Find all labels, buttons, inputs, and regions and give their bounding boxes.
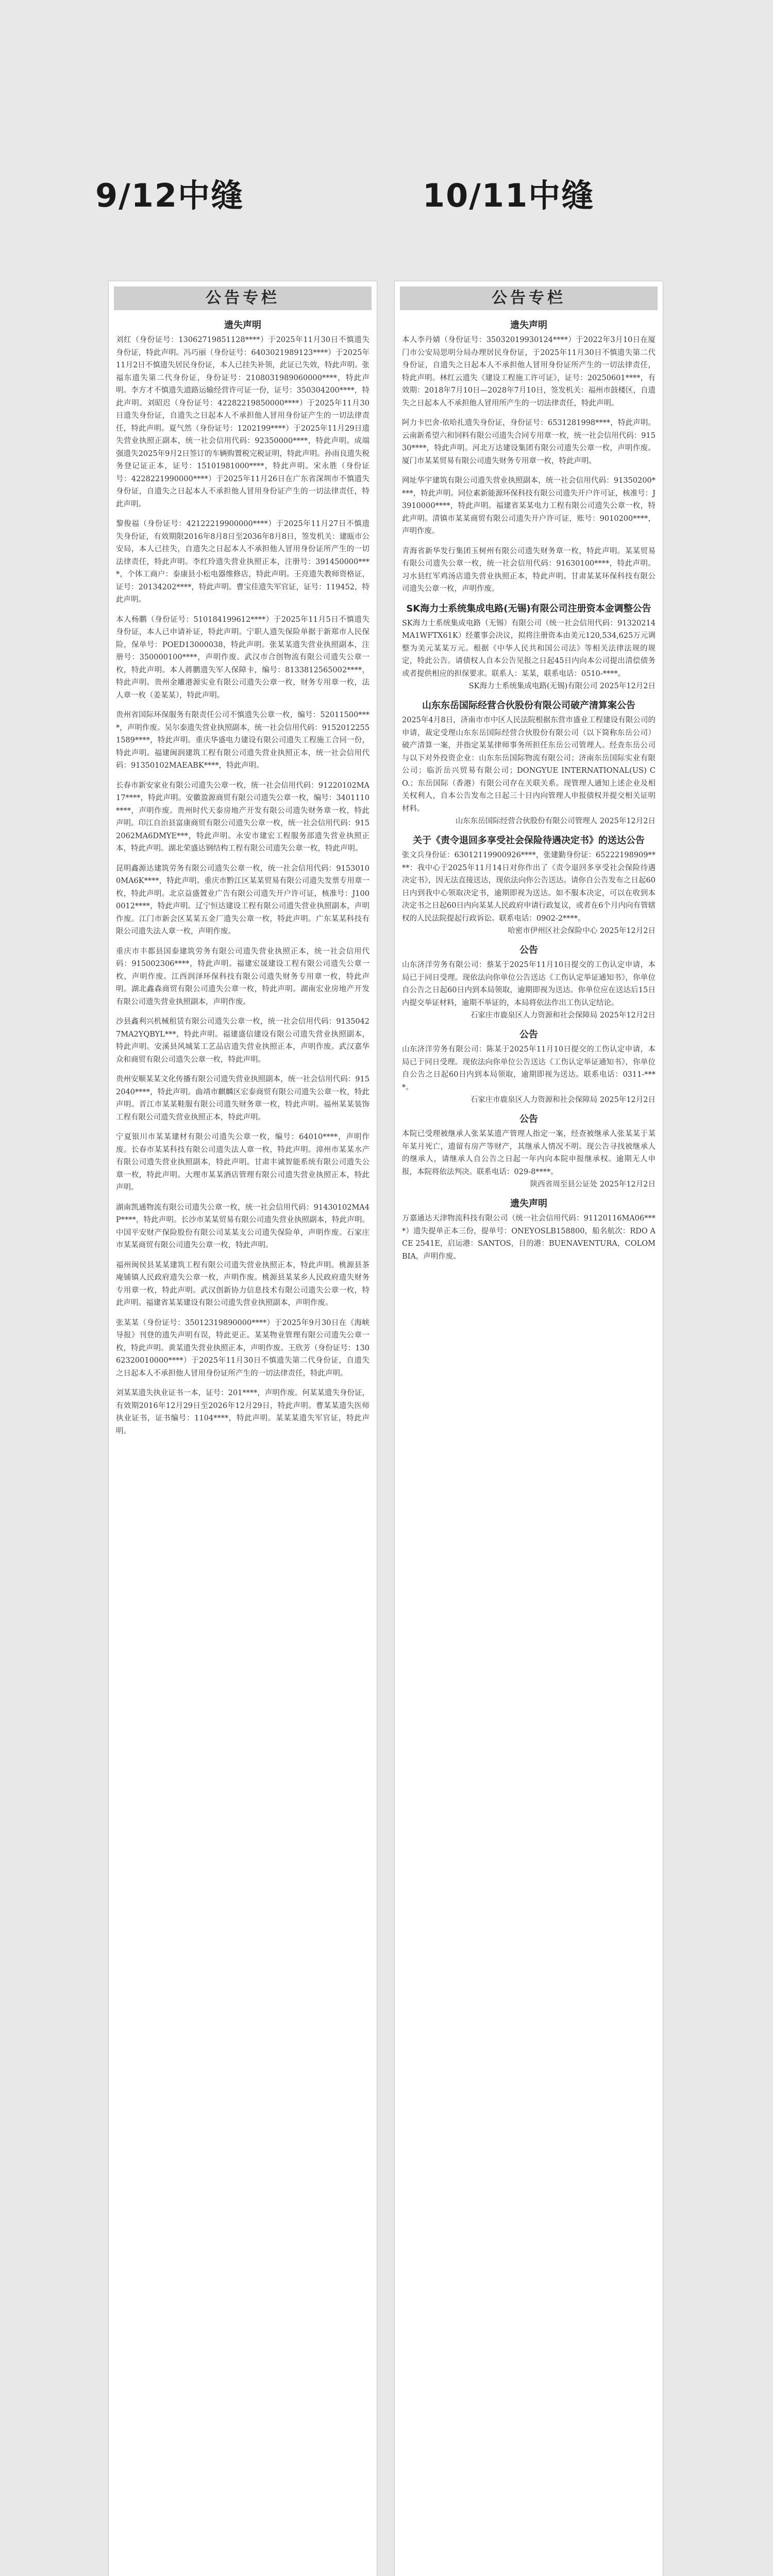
notice-text: 网址华宇建筑有限公司遗失营业执照副本，统一社会信用代码：91350200****，特此声明。同位素新能源环保科技有限公司遗失开户许可证，核准号：J3910000****，特此声明。福建省某某电力工程有限公司遗失公章一枚，特此声明。清镇市某某商贸有限公司遗失开户许可证，账号：9010200****，声明作废。 <box>402 477 656 535</box>
notice-entry <box>116 1015 369 1066</box>
notice-entry <box>402 603 656 693</box>
notice-text: 贵州省国际环保服务有限责任公司不慎遗失公章一枚，编号：52011500****，声明作废。吴尔泰遗失营业执照副本，统一社会信用代码：91520122551589****，特此声明。重庆华盛电力建设有限公司遗失工程施工合同一份，特此声明。福建闽润建筑工程有限公司遗失营业执照正本，统一社会信用代码：91350102MAEABK****，特此声明。 <box>116 711 369 770</box>
notice-title: 公告 <box>519 1114 538 1125</box>
notice-signature: SK海力士系统集成电路(无锡)有限公司 2025年12月2日 <box>468 682 656 690</box>
notice-title: SK海力士系统集成电路(无锡)有限公司注册资本金调整公告 <box>406 603 651 614</box>
notice-entry <box>116 1317 369 1380</box>
notice-entry <box>116 518 369 606</box>
notice-text: 本人李丹婧（身份证号：35032019930124****）于2022年3月10日在厦门市公安局思明分局办理居民身份证，于2025年11月30日不慎遗失第二代身份证，自遗失之日起本人不承担他人冒用身份证所产生的一切法律责任，特此声明。林红云遗失《建设工程施工许可证》，证号：20250601****，有效期：2018年7月10日—2028年7月10日，签发机关：福州市鼓楼区，自遗失之日起本人不承担他人冒用所产生的一切法律责任，特此声明。 <box>402 336 656 408</box>
notice-text: 张文兵身份证：63012119900926****，张建勤身份证：65222198909****：我中心于2025年11月14日对你作出了《责令退回多享受社会保险待遇决定书》，因无法直接送达，现依法向你公告送达。请你自公告发布之日起60日内到我中心领取决定书，逾期即视为送达。如不服本决定，可以在收到本决定书之日起60日内向某某人民政府申请行政复议，或者在6个月内向有管辖权的人民法院提起行政诉讼。联系电话：0902-2****。 <box>402 851 656 923</box>
left-column-body <box>109 310 377 1437</box>
notice-text: 长春市新安家业有限公司遗失公章一枚，统一社会信用代码：91220102MA17****，特此声明。安徽盈源商贸有限公司遗失公章一枚，编号：3401110****，声明作废。贵州时代天泰房地产开发有限公司遗失财务章一枚，特此声明。印江自治县富康商贸有限公司遗失公章一枚，统一社会信用代码：9152062MA6DMYE***，特此声明。永安市建宏工程服务部遗失营业执照正本，特此声明。湖北荣盛达钢结构工程有限公司遗失公章一枚，特此声明。 <box>116 781 369 853</box>
notice-entry <box>116 1201 369 1252</box>
left-section-heading: 9/12中缝 <box>95 177 244 214</box>
notice-text: 本院已受理被继承人张某某遗产管理人指定一案，经查被继承人张某某于某年某月死亡，遗留有房产等财产，其继承人情况不明。现公告寻找被继承人的继承人，请继承人自公告之日起一年内向本院申报继承权。逾期无人申报，本院将依法判决。联系电话：029-8****。 <box>402 1130 656 1176</box>
notice-entry <box>116 945 369 1009</box>
notice-signature: 石家庄市鹿泉区人力资源和社会保障局 2025年12月2日 <box>470 1011 656 1020</box>
notice-text: 黎俊福（身份证号：42122219900000****）于2025年11月27日不慎遗失身份证，有效期限2016年8月8日至2036年8月8日，签发机关：建瓯市公安局，本人已挂失，自遗失之日起本人不承担他人冒用身份证所产生的一切法律责任，特此声明。李红玲遗失营业执照正本，注册号：391450000****，个体工商户：泰康县小松电器维修店，特此声明。王亮遗失教师资格证，证号：20134202****，特此声明。曹宝佳遗失军官证，证号：119452，特此声明。 <box>116 520 369 604</box>
notice-text: 青海省新华发行集团玉树州有限公司遗失财务章一枚，特此声明。某某贸易有限公司遗失公章一枚，统一社会信用代码：91630100****，特此声明。习水县红军鸡汤店遗失营业执照正本，特此声明。甘肃某某环保科技有限公司遗失公章一枚，声明作废。 <box>402 547 656 593</box>
notice-text: 万嘉通达天津物流科技有限公司（统一社会信用代码：91120116MA06****）遗失提单正本三份，提单号：ONEYOSLB158800，船名航次：RDO ACE 2541E，启运港：SANTOS，目的港：BUENAVENTURA，COLOMBIA，声明作废。 <box>402 1214 656 1261</box>
notice-entry <box>402 474 656 538</box>
left-notice-column <box>108 281 377 2576</box>
notice-entry <box>116 1073 369 1124</box>
notice-entry <box>402 1198 656 1263</box>
right-column-body <box>395 310 663 1263</box>
notice-text: 宁夏银川市某某建材有限公司遗失公章一枚，编号：64010****，声明作废。长春市某某科技有限公司遗失法人章一枚，特此声明。漳州市某某水产有限公司遗失营业执照副本，特此声明。甘肃丰诚智能系统有限公司遗失公章一枚，特此声明。大理市某某酒店管理有限公司遗失营业执照正本，特此声明。 <box>116 1133 369 1192</box>
notice-text: 2025年4月8日，济南市市中区人民法院根据东营市盛业工程建设有限公司的申请，裁定受理山东东岳国际经营合伙股份有限公司（以下简称东岳公司）破产清算一案，并指定某某律师事务所担任东岳公司管理人。经查东岳公司与以下对外投资企业：山东东岳国际物流有限公司；济南东岳国际实业有限公司；临沂岳兴贸易有限公司；DONGYUE INTERNATIONAL(US) CO.；东岳国际（香港）有限公司存在关联关系。现管理人通知上述企业及相关权利人，自本公告发布之日起三十日内向管理人申报债权并提交相关证明材料。 <box>402 716 656 813</box>
notice-text: 沙县鑫利兴机械租赁有限公司遗失公章一枚，统一社会信用代码：91350427MA2YQBYL***，特此声明。福建盛信建设有限公司遗失营业执照副本，特此声明。安溪县风城某工艺品店遗失营业执照正本，声明作废。武汉嘉华众和商贸有限公司遗失公章一枚，特此声明。 <box>116 1018 369 1064</box>
notice-entry <box>116 319 369 511</box>
notice-entry <box>402 545 656 596</box>
left-column-header: 公告专栏 <box>114 286 372 310</box>
notice-entry <box>402 319 656 410</box>
notice-entry <box>116 1259 369 1310</box>
notice-text: 福州闽侯县某某建筑工程有限公司遗失营业执照正本，特此声明。桃源县茶庵铺镇人民政府遗失公章一枚，声明作废。桃源县某某乡人民政府遗失财务专用章一枚，特此声明。武汉创新协力信息技术有限公司遗失公章一枚，特此声明。福建省某某建设有限公司遗失营业执照副本，声明作废。 <box>116 1261 369 1307</box>
notice-title: 山东东岳国际经营合伙股份有限公司破产清算案公告 <box>422 700 635 711</box>
notice-entry <box>116 614 369 702</box>
notice-text: 昆明鑫源达建筑劳务有限公司遗失公章一枚，统一社会信用代码：91530100MA6K****，特此声明。重庆市黔江区某某贸易有限公司遗失发票专用章一枚，特此声明。北京益盛置业广告有限公司遗失开户许可证，核准号：J1000012****，特此声明。辽宁恒达建设工程有限公司遗失营业执照副本，声明作废。江门市新会区某某五金厂遗失公章一枚，特此声明。广东某某科技有限公司遗失法人章一枚，声明作废。 <box>116 864 369 936</box>
right-section-heading: 10/11中缝 <box>423 177 595 214</box>
right-column-header: 公告专栏 <box>400 286 658 310</box>
notice-title: 遗失声明 <box>510 320 547 331</box>
notice-text: 山东济洋劳务有限公司：蔡某于2025年11月10日提交的工伤认定申请，本局已于同日受理。现依法向你单位公告送达《工伤认定举证通知书》，你单位自公告之日起60日内到本局领取，逾期即视为送达。你单位应在送达后15日内提交举证材料，逾期不举证的，本局将依法作出工伤认定结论。 <box>402 961 656 1007</box>
notice-text: 刘某某遗失执业证书一本，证号：201****，声明作废。何某某遗失身份证，有效期2016年12月29日至2026年12月29日，特此声明。曹某某遗失医师执业证书，证书编号：1104****，特此声明。某某某遗失军官证，特此声明。 <box>116 1389 369 1435</box>
notice-entry <box>116 1387 369 1437</box>
notice-text: 刘红（身份证号：13062719851128****）于2025年11月30日不慎遗失身份证，特此声明。冯巧丽（身份证号：6403021989123****）于2025年11月2日不慎遗失居民身份证，本人已挂失补领，此证已失效，特此声明。张福东遗失第二代身份证，身份证号：2108031989060000****，特此声明。李方才不慎遗失道路运输经营许可证一份，证号：350304200****，特此声明。刘昭迟（身份证号：42282219850000****）于2025年11月30日遗失身份证，自遗失之日起本人不承担他人冒用身份证产生的一切法律责任，特此声明。夏气然（身份证号：1202199****）于2025年11月29日遗失营业执照正副本，统一社会信用代码：92350000****，特此声明。成端强遗失2025年9月2日签订的车辆购置税完税证明，特此声明。孙雨良遗失税务登记证正本，证号：15101981000****，特此声明。宋永胜（身份证号：4228221990000****）于2025年11月26日在广东省深圳市不慎遗失身份证，自遗失之日起本人不承担他人冒用身份证产生的一切法律责任，特此声明。 <box>116 336 369 509</box>
notice-text: 阿力卡巴舍·依哈扎遗失身份证，身份证号：6531281998****，特此声明。云南新希望六和饲料有限公司遗失合同专用章一枚，统一社会信用代码：91530****，特此声明。河北万达建设集团有限公司遗失公章一枚，声明作废。厦门市某某贸易有限公司遗失财务专用章一枚，特此声明。 <box>402 419 656 465</box>
notice-entry <box>402 835 656 937</box>
notice-entry <box>402 944 656 1022</box>
notice-signature: 陕西省周至县公证处 2025年12月2日 <box>530 1180 656 1189</box>
notice-title: 公告 <box>519 945 538 956</box>
notice-text: 本人杨鹏（身份证号：510184199612****）于2025年11月5日不慎遗失身份证，本人已申请补证，特此声明。宁职人遗失保险单据于新郑市人民保险，保单号：POED13000038，特此声明。张某某遗失营业执照副本，注册号：350000100****，声明作废。武汉市合创物流有限公司遗失公章一枚，特此声明。本人蒋鹏遗失军人保障卡，编号：8133812565002****，特此声明。贵州金雕港源实业有限公司遗失公章一枚，财务专用章一枚，法人章一枚（姜某某），特此声明。 <box>116 615 369 700</box>
notice-entry <box>402 1029 656 1106</box>
notice-signature: 石家庄市鹿泉区人力资源和社会保障局 2025年12月2日 <box>470 1096 656 1104</box>
right-notice-column <box>394 281 663 2576</box>
notice-text: 湖南凯通物流有限公司遗失公章一枚，统一社会信用代码：91430102MA4P****，特此声明。长沙市某某贸易有限公司遗失营业执照副本，特此声明。中国平安财产保险股份有限公司某某支公司遗失保险单，声明作废。石家庄市某某商贸有限公司遗失公章一枚，特此声明。 <box>116 1203 369 1249</box>
notice-text: 张某某（身份证号：35012319890000****）于2025年9月30日在《海峡导报》刊登的遗失声明有误，特此更正。某某物业管理有限公司遗失公章一枚，特此声明。黄某遗失营业执照正本，声明作废。王欣芳（身份证号：13062320010000****）于2025年11月30日不慎遗失第二代身份证，自遗失之日起本人不承担他人冒用身份证所产生的一切法律责任，特此声明。 <box>116 1318 369 1378</box>
notice-title: 公告 <box>519 1029 538 1040</box>
notice-entry <box>402 417 656 467</box>
notice-title: 关于《责令退回多享受社会保险待遇决定书》的送达公告 <box>413 835 645 846</box>
notice-entry <box>402 1113 656 1191</box>
notice-signature: 山东东岳国际经营合伙股份有限公司管理人 2025年12月2日 <box>455 817 656 825</box>
notice-title: 遗失声明 <box>510 1198 547 1209</box>
notice-text: 贵州安顺某某文化传播有限公司遗失营业执照副本，统一社会信用代码：9152040****，特此声明。曲靖市麒麟区宏泰商贸有限公司遗失公章一枚，特此声明。晋江市某某鞋服有限公司遗失财务章一枚，特此声明。福州某某装饰工程有限公司遗失营业执照正本，特此声明。 <box>116 1075 369 1122</box>
notice-entry <box>402 700 656 827</box>
notice-entry <box>116 1131 369 1194</box>
notice-text: SK海力士系统集成电路（无锡）有限公司（统一社会信用代码：91320214MA1WFTX61K）经董事会决议，拟将注册资本由美元120,534,625万元调整为美元某某万元。根据《中华人民共和国公司法》等相关法律法规的规定，特此公告。请债权人自本公告见报之日起45日内向本公司提出清偿债务或者提供相应的担保要求。联系人：某某，联系电话：0510-****。 <box>402 619 656 678</box>
notice-entry <box>116 709 369 772</box>
notice-entry <box>116 779 369 855</box>
notice-text: 重庆市丰都县国泰建筑劳务有限公司遗失营业执照正本，统一社会信用代码：915002306****，特此声明。福建宏晟建设工程有限公司遗失公章一枚，声明作废。江西润泽环保科技有限公司遗失财务专用章一枚，特此声明。湖北鑫森商贸有限公司遗失公章一枚，特此声明。湖南宏业房地产开发有限公司遗失营业执照副本，声明作废。 <box>116 947 369 1006</box>
notice-entry <box>116 862 369 938</box>
notice-text: 山东济洋劳务有限公司：陈某于2025年11月10日提交的工伤认定申请，本局已于同日受理。现依法向你单位公告送达《工伤认定举证通知书》，你单位自公告之日起60日内到本局领取，逾期即视为送达。联系电话：0311-****。 <box>402 1045 656 1092</box>
notice-title: 遗失声明 <box>224 320 261 331</box>
notice-signature: 哈密市伊州区社会保险中心 2025年12月2日 <box>508 927 656 935</box>
